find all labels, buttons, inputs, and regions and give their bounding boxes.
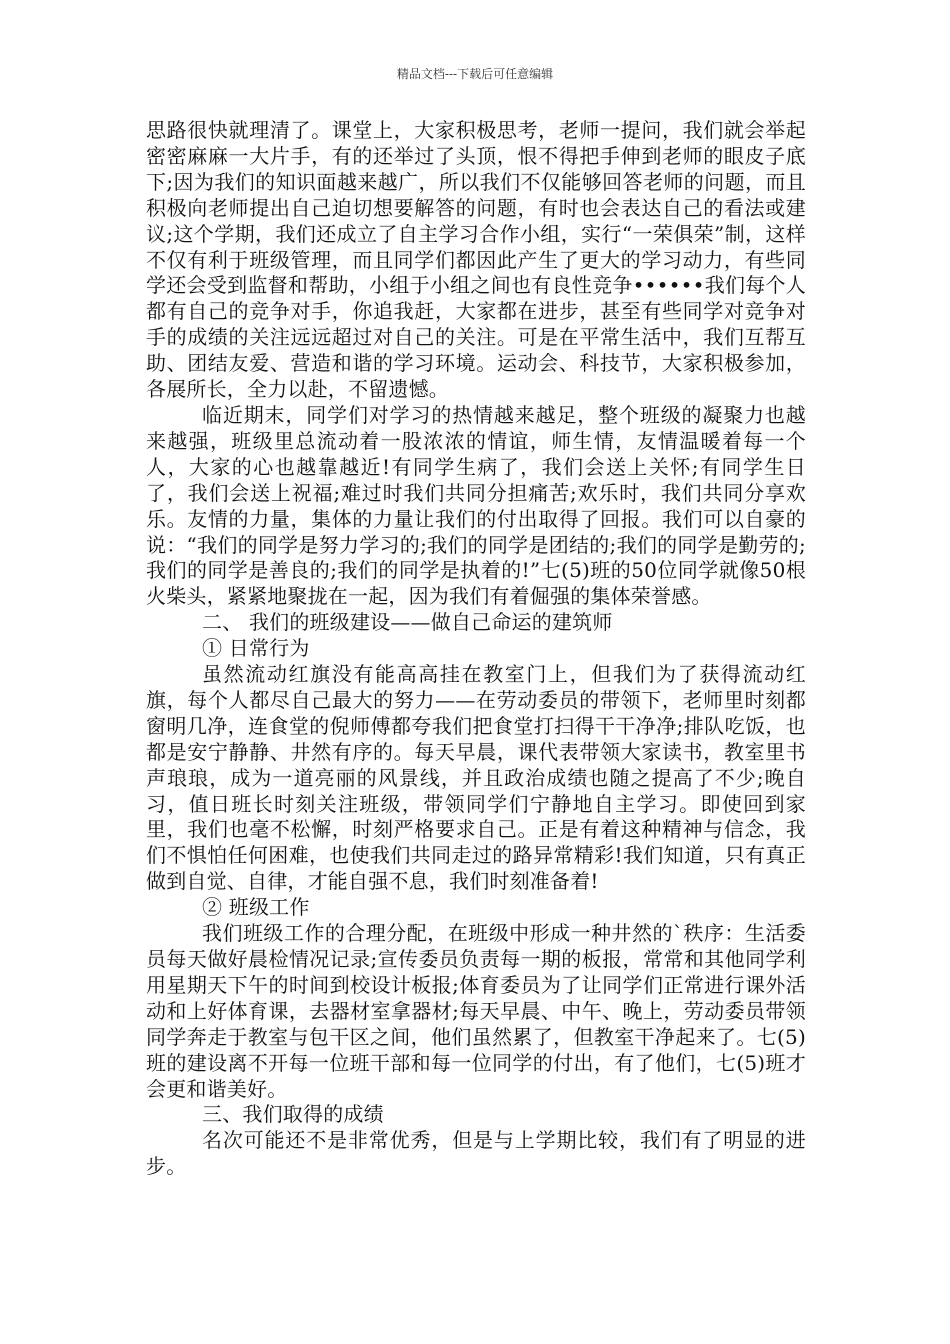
subheading-daily-behavior: ① 日常行为 xyxy=(202,636,310,661)
paragraph-class-work: 我们班级工作的合理分配，在班级中形成一种井然的`秩序：生活委员每天做好晨检情况记录;宣传委员负责每一期的板报，常常和其他同学利用星期天下午的时间到校设计板报;体育委员为了让同学们正常进行课外活动和上好体育课，去器材室拿器材;每天早晨、中午、晚上，劳动委员带领同学奔走于教室与包干区之间，他们虽然累了，但教室干净起来了。七(5)班的建设离不开每一位班干部和每一位同学的付出，有了他们，七(5)班才会更和谐美好。 xyxy=(146,921,806,1101)
paragraph-final-exam: 临近期末，同学们对学习的热情越来越足，整个班级的凝聚力也越来越强，班级里总流动着一股浓浓的情谊，师生情，友情温暖着每一个人，大家的心也越靠越近!有同学生病了，我们会送上关怀;有同学生日了，我们会送上祝福;难过时我们共同分担痛苦;欢乐时，我们共同分享欢乐。友情的力量，集体的力量让我们的付出取得了回报。我们可以自豪的说：“我们的同学是努力学习的;我们的同学是团结的;我们的同学是勤劳的;我们的同学是善良的;我们的同学是执着的!”七(5)班的50位同学就像50根火柴头，紧紧地聚拢在一起，因为我们有着倔强的集体荣誉感。 xyxy=(146,402,806,609)
section-heading-class-building: 二、 我们的班级建设——做自己命运的建筑师 xyxy=(202,610,613,635)
paragraph-daily-behavior: 虽然流动红旗没有能高高挂在教室门上，但我们为了获得流动红旗，每个人都尽自己最大的努力——在劳动委员的带领下，老师里时刻都窗明几净，连食堂的倪师傅都夸我们把食堂打扫得干干净净;排队吃饭，也都是安宁静静、井然有序的。每天早晨，课代表带领大家读书，教室里书声琅琅，成为一道亮丽的风景线，并且政治成绩也随之提高了不少;晚自习，值日班长时刻关注班级，带领同学们宁静地自主学习。即使回到家里，我们也毫不松懈，时刻严格要求自己。正是有着这种精神与信念，我们不惧怕任何困难，也使我们共同走过的路异常精彩!我们知道，只有真正做到自觉、自律，才能自强不息，我们时刻准备着! xyxy=(146,662,806,894)
subheading-class-work: ② 班级工作 xyxy=(202,895,310,920)
paragraph-achievements: 名次可能还不是非常优秀，但是与上学期比较，我们有了明显的进步。 xyxy=(146,1128,806,1179)
document-body xyxy=(146,118,806,1180)
section-heading-achievements: 三、我们取得的成绩 xyxy=(202,1102,384,1127)
paragraph-continuation: 思路很快就理清了。课堂上，大家积极思考，老师一提问，我们就会举起密密麻麻一大片手，有的还举过了头顶，恨不得把手伸到老师的眼皮子底下;因为我们的知识面越来越广，所以我们不仅能够回答老师的问题，而且积极向老师提出自己迫切想要解答的问题，有时也会表达自己的看法或建议;这个学期，我们还成立了自主学习合作小组，实行“一荣俱荣”制，这样不仅有利于班级管理，而且同学们都因此产生了更大的学习动力，有些同学还会受到监督和帮助，小组于小组之间也有良性竞争••••••我们每个人都有自己的竞争对手，你追我赶，大家都在进步，甚至有些同学对竞争对手的成绩的关注远远超过对自己的关注。可是在平常生活中，我们互帮互助、团结友爱、营造和谐的学习环境。运动会、科技节，大家积极参加，各展所长，全力以赴，不留遗憾。 xyxy=(146,118,806,402)
page-header: 精品文档---下载后可任意编辑 xyxy=(396,67,554,81)
